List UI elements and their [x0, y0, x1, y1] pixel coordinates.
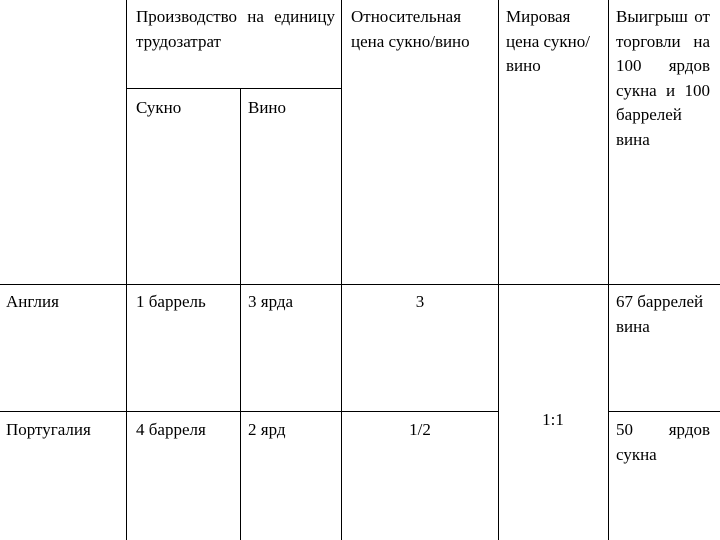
row-portugal-country: Португалия — [6, 420, 91, 439]
row-portugal-wine: 2 ярд — [248, 420, 286, 439]
header-relative-price: Относительная цена сукно/вино — [351, 7, 470, 51]
row-england-relative-price: 3 — [415, 292, 425, 311]
header-wine: Вино — [248, 98, 287, 117]
grid-line-h2 — [0, 284, 720, 285]
row-england-country: Англия — [6, 292, 59, 311]
world-price-value: 1:1 — [542, 410, 564, 429]
row-portugal-relative-price: 1/2 — [409, 420, 431, 439]
grid-line-h3 — [0, 411, 498, 412]
grid-line-h4 — [608, 411, 720, 412]
header-cloth: Сукно — [136, 98, 182, 117]
grid-line-v2 — [240, 88, 241, 540]
row-portugal-trade-gain: 50 ярдов сукна — [616, 420, 710, 464]
grid-line-v5 — [608, 0, 609, 540]
row-england-wine: 3 ярда — [248, 292, 294, 311]
header-production-per-unit: Производство на единицу трудозатрат — [136, 7, 335, 51]
grid-line-v3 — [341, 0, 342, 540]
header-world-price: Мировая цена сукно/вино — [506, 7, 590, 75]
header-trade-gain: Выигрыш от торговли на 100 ярдов сукна и 100 баррелей вина — [616, 7, 710, 149]
grid-line-v1 — [126, 0, 127, 540]
row-england-cloth: 1 баррель — [136, 292, 206, 311]
row-portugal-cloth: 4 барреля — [136, 420, 206, 439]
grid-line-h1 — [126, 88, 342, 89]
row-england-trade-gain: 67 баррелей вина — [616, 292, 704, 336]
grid-line-v4 — [498, 0, 499, 540]
